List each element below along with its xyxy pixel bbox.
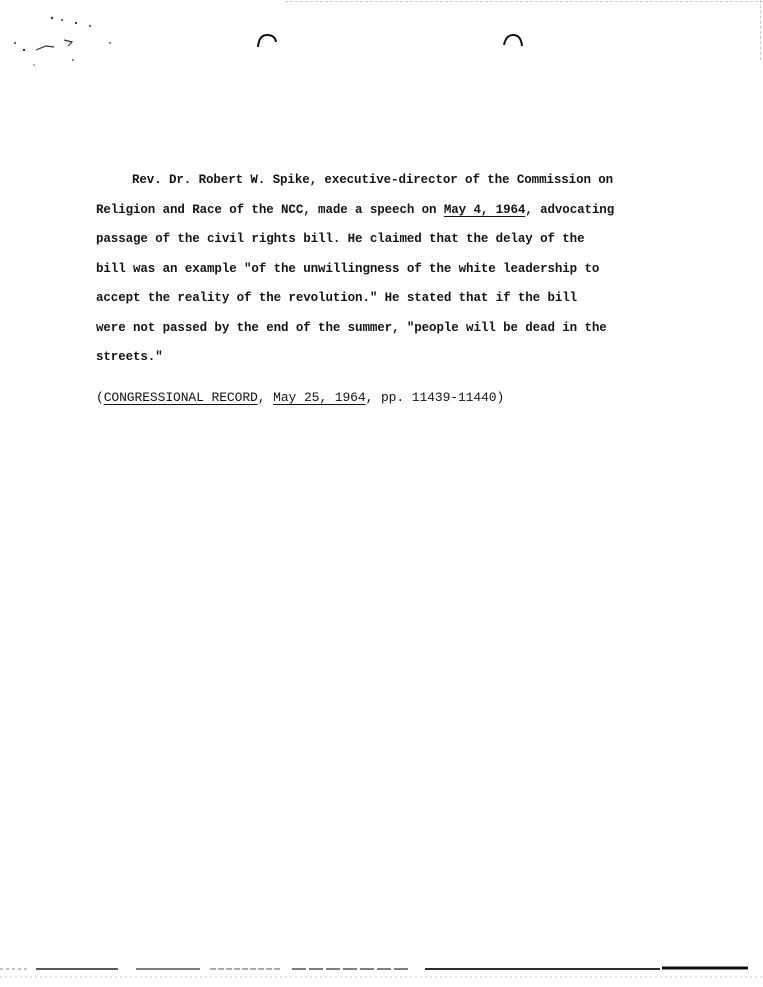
paragraph-line-4: bill was an example "of the unwillingness of the white leadership to (96, 261, 600, 276)
citation-source: CONGRESSIONAL RECORD (103, 390, 258, 405)
punch-hole-mark-right (503, 33, 523, 49)
scan-edge-top (285, 1, 763, 2)
citation-date: May 25, 1964 (273, 390, 366, 405)
citation-pages: , pp. 11439-11440) (365, 390, 505, 405)
paragraph-line-6: were not passed by the end of the summer, "people will be dead in the (96, 320, 607, 335)
punch-hole-mark-left (257, 33, 277, 49)
citation-separator: , (257, 390, 274, 405)
paragraph-line-5: accept the reality of the revolution." He stated that if the bill (96, 291, 578, 305)
paragraph-line-3: passage of the civil rights bill. He claimed that the delay of the (96, 232, 585, 246)
paragraph-line-2 (96, 196, 636, 226)
citation (96, 390, 504, 405)
line-2-tail: , advocating (525, 202, 615, 217)
scan-edge-right (760, 0, 761, 60)
body-paragraph (96, 166, 636, 373)
citation-open: ( (96, 390, 104, 405)
scan-edge-bottom (0, 960, 763, 980)
line-2-lead: Religion and Race of the NCC, made a speech on (96, 202, 444, 217)
paragraph-line-1: Rev. Dr. Robert W. Spike, executive-director of the Commission on (132, 173, 614, 187)
speech-date: May 4, 1964 (443, 202, 526, 217)
paragraph-line-7: streets." (96, 350, 163, 364)
scan-specks (10, 10, 120, 80)
